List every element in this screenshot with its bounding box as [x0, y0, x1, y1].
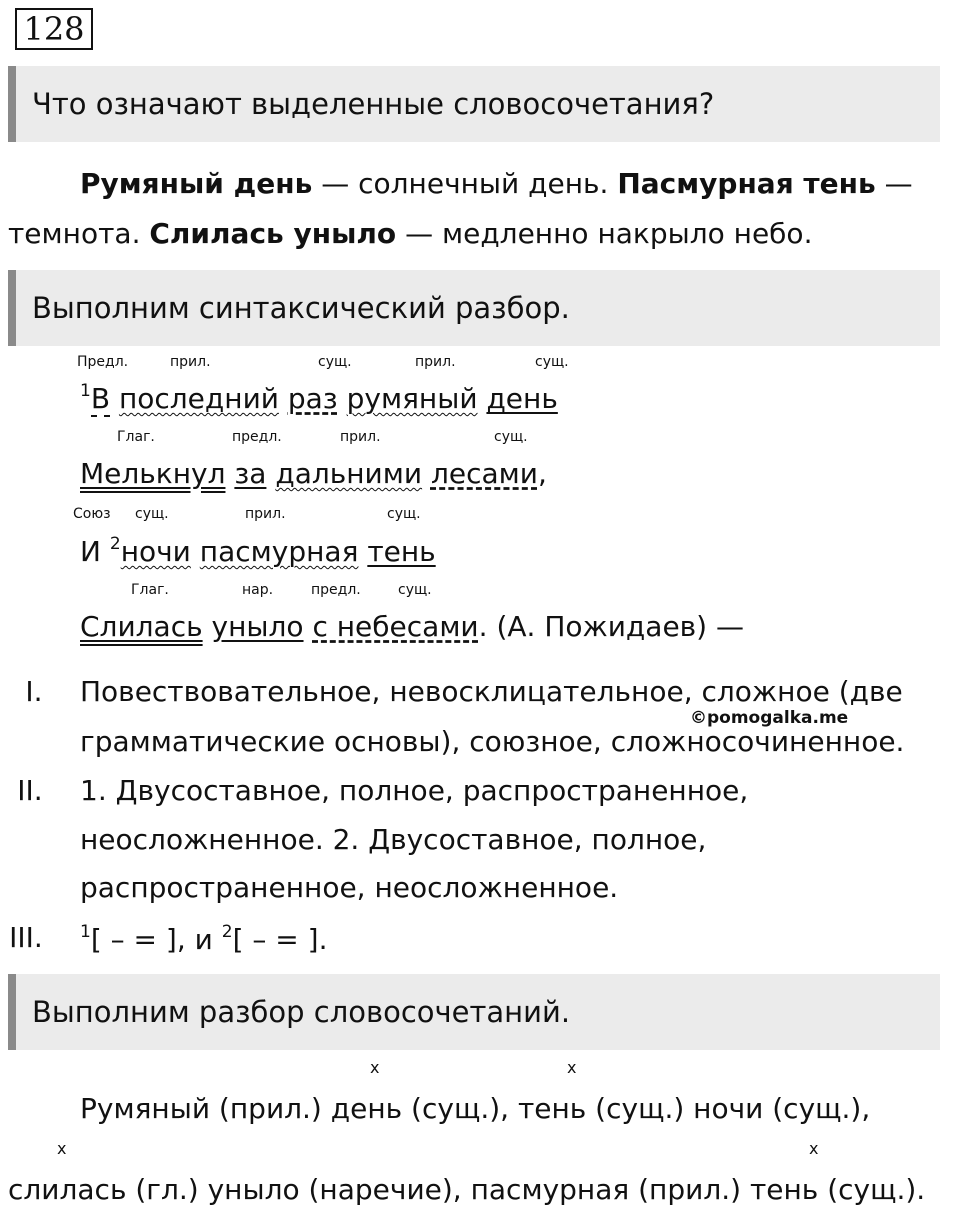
- poem-line-4: [80, 610, 744, 643]
- phrases-line-2: слилась (гл.) уныло (наречие), пасмурная (прил.) тень (сущ.).: [8, 1173, 926, 1206]
- pos-label: прил.: [170, 354, 211, 370]
- word: И: [80, 535, 110, 568]
- word: румяный: [346, 382, 478, 415]
- poem-line-1: [80, 383, 558, 417]
- word: ночи: [120, 535, 191, 568]
- word: за: [234, 457, 267, 490]
- pos-label: предл.: [232, 429, 282, 445]
- punctuation: ,: [537, 457, 547, 490]
- pos-label: прил.: [245, 506, 286, 522]
- analysis-line: распространенное, неосложненное.: [80, 871, 619, 904]
- pos-label: нар.: [242, 582, 274, 598]
- word: последний: [118, 382, 279, 415]
- clause-number: 1: [80, 381, 91, 401]
- main-word-mark: x: [567, 1058, 577, 1077]
- main-word-mark: x: [370, 1058, 380, 1077]
- bold-phrase-1: Румяный день: [80, 167, 313, 200]
- word: раз: [287, 382, 338, 415]
- word: В: [90, 382, 111, 415]
- pos-label: сущ.: [387, 506, 421, 522]
- pos-label: Союз: [73, 506, 111, 522]
- word: с небесами: [312, 610, 479, 643]
- main-word-mark: x: [809, 1139, 819, 1158]
- scheme-line: [80, 924, 328, 954]
- word: день: [486, 382, 558, 415]
- answer-line-2: [8, 217, 813, 250]
- poem-line-3: [80, 536, 436, 566]
- pos-label: Глаг.: [117, 429, 155, 445]
- answer-line-1: [80, 167, 913, 200]
- phrases-line-1: Румяный (прил.) день (сущ.), тень (сущ.) ночи (сущ.),: [80, 1092, 871, 1125]
- word: уныло: [211, 610, 304, 643]
- pos-label: сущ.: [135, 506, 169, 522]
- answer-text-3: темнота.: [8, 217, 150, 250]
- task-number: 128: [15, 8, 93, 50]
- bold-phrase-2: Пасмурная тень: [617, 167, 876, 200]
- analysis-line: неосложненное. 2. Двусоставное, полное,: [80, 823, 707, 856]
- section-header-question: Что означают выделенные словосочетания?: [8, 66, 940, 142]
- poem-line-2: [80, 457, 547, 490]
- pos-label: прил.: [340, 429, 381, 445]
- watermark: ©pomogalka.me: [690, 708, 849, 728]
- pos-label: предл.: [311, 582, 361, 598]
- analysis-line: грамматические основы), союзное, сложносочиненное.: [80, 725, 905, 758]
- clause-number: 2: [221, 922, 233, 942]
- pos-label: прил.: [415, 354, 456, 370]
- analysis-line: 1. Двусоставное, полное, распространенное,: [80, 774, 749, 807]
- word: Слилась: [80, 610, 203, 643]
- author-attribution: . (А. Пожидаев) —: [478, 610, 744, 643]
- answer-text-1: — солнечный день.: [312, 167, 618, 200]
- clause-number: 1: [80, 922, 91, 942]
- pos-label: сущ.: [318, 354, 352, 370]
- answer-text-2: —: [875, 167, 913, 200]
- analysis-line: Повествовательное, невосклицательное, сложное (две: [80, 675, 903, 708]
- clause-number: 2: [109, 534, 121, 554]
- pos-label: Глаг.: [131, 582, 169, 598]
- word: дальними: [275, 457, 423, 490]
- section-header-phrases: Выполним разбор словосочетаний.: [8, 974, 940, 1050]
- pos-label: сущ.: [398, 582, 432, 598]
- section-header-syntax: Выполним синтаксический разбор.: [8, 270, 940, 346]
- word: пасмурная: [199, 535, 359, 568]
- pos-label: Предл.: [77, 354, 129, 370]
- pos-label: сущ.: [535, 354, 569, 370]
- scheme-part: [ – = ], и: [90, 923, 222, 956]
- roman-numeral: II.: [17, 774, 43, 807]
- roman-numeral: I.: [25, 675, 43, 708]
- answer-text-4: — медленно накрыло небо.: [396, 217, 813, 250]
- word: тень: [367, 535, 436, 568]
- pos-label: сущ.: [494, 429, 528, 445]
- bold-phrase-3: Слилась уныло: [149, 217, 397, 250]
- roman-numeral: III.: [9, 921, 43, 954]
- main-word-mark: x: [57, 1139, 67, 1158]
- word: лесами: [430, 457, 538, 490]
- word: Мелькнул: [80, 457, 226, 490]
- scheme-part: [ – = ].: [232, 923, 328, 956]
